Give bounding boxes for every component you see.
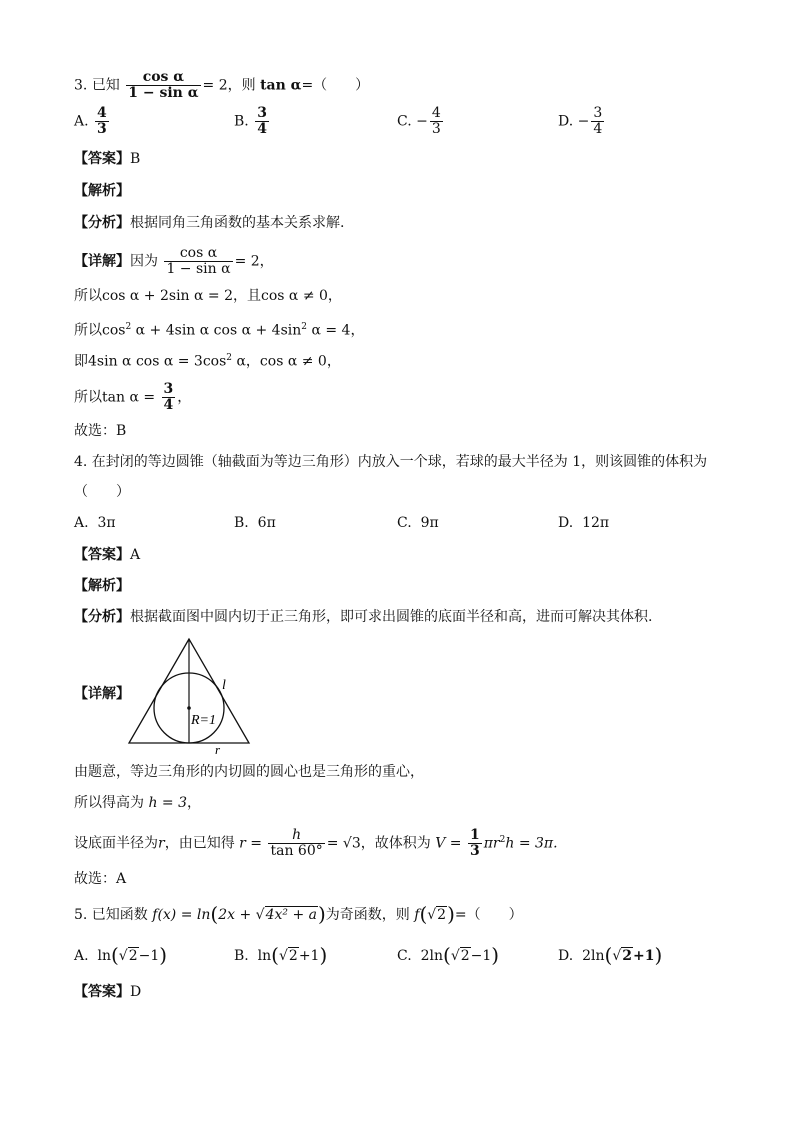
- label-r: r: [215, 742, 221, 756]
- q4-line-1: 由题意，等边三角形的内切圆的圆心也是三角形的重心，: [74, 764, 424, 780]
- q4-option-c: C. 9π: [397, 515, 439, 531]
- q3-detail: 【详解】因为 $\frac{\text{cos α}}{\text{1 − sin α}}$ = 2，: [74, 245, 274, 277]
- q3-option-d: D. − $\frac{3}{4}$: [558, 105, 603, 137]
- q5-option-d: D. 2ln(√2+1): [558, 943, 663, 967]
- q3-option-b: B. $\frac{3}{4}$: [234, 105, 267, 137]
- q3-answer: 【答案】B: [74, 151, 141, 167]
- q5-stem: 5. 已知函数 f(x) = ln(2x + √4x² + a)为奇函数，则 f(√2)=（ ）: [74, 902, 523, 926]
- q3-line-1: 所以cos α + 2sin α = 2，且cos α ≠ 0，: [74, 288, 342, 304]
- q3-analysis-heading: 【解析】: [74, 183, 130, 199]
- q4-answer: 【答案】A: [74, 547, 141, 563]
- q4-conclusion: 故选：A: [74, 871, 127, 887]
- q3-line-2: 所以$\cos^2 \alpha + 4\sin$ α $\cos \alpha + 4\sin^2$ α = 4，: [74, 322, 365, 339]
- q3-fenxi: 【分析】根据同角三角函数的基本关系求解.: [74, 215, 345, 231]
- center-point: [187, 706, 191, 710]
- q4-option-a: A. 3π: [74, 515, 116, 531]
- q3-fraction: $\frac{\text{cos α}}{\text{1 − sin α}}$: [128, 69, 199, 101]
- q4-option-b: B. 6π: [234, 515, 276, 531]
- q4-line-2: 所以得高为 h = 3，: [74, 795, 202, 811]
- q5-answer: 【答案】D: [74, 984, 142, 1000]
- q4-stem-line-2: （ ）: [74, 484, 130, 500]
- label-R: R=1: [191, 713, 216, 728]
- q4-analysis-heading: 【解析】: [74, 578, 130, 594]
- q5-option-b: B. ln(√2+1): [234, 943, 328, 967]
- q5-option-a: A. ln(√2−1): [74, 943, 168, 967]
- q4-stem-line-1: 4. 在封闭的等边圆锥（轴截面为等边三角形）内放入一个球，若球的最大半径为 1，则该圆锥的体积为: [74, 454, 708, 470]
- q5-option-c: C. 2ln(√2−1): [397, 943, 500, 967]
- q3-stem: 3. 已知 $\frac{\text{cos α}}{\text{1 − sin α}}$ = 2，则 tan α=（ ）: [74, 69, 370, 101]
- q3-option-c: C. − $\frac{4}{3}$: [397, 105, 441, 137]
- q3-option-a: A. $\frac{4}{3}$: [74, 105, 107, 137]
- cone-cross-section-figure: [126, 636, 256, 756]
- q4-line-3: 设底面半径为r，由已知得 r = $\frac{h}{\tan 60^\circ}$ = √3，故体积为 V = $\frac{1}{3}$ $\pi r^2h = 3\pi$.: [74, 827, 558, 859]
- label-l: l: [222, 678, 226, 693]
- q4-fenxi: 【分析】根据截面图中圆内切于正三角形，即可求出圆锥的底面半径和高，进而可解决其体积.: [74, 609, 653, 625]
- q3-line-3: 即4sin α $\cos \alpha = 3\cos^2$ α，cos α ≠ 0，: [74, 353, 341, 370]
- q3-line-4: 所以tan α = $\frac{3}{4}$ ，: [74, 381, 192, 413]
- q4-option-d: D. 12π: [558, 515, 610, 531]
- q4-detail-tag: 【详解】: [74, 686, 130, 702]
- q3-conclusion: 故选：B: [74, 423, 127, 439]
